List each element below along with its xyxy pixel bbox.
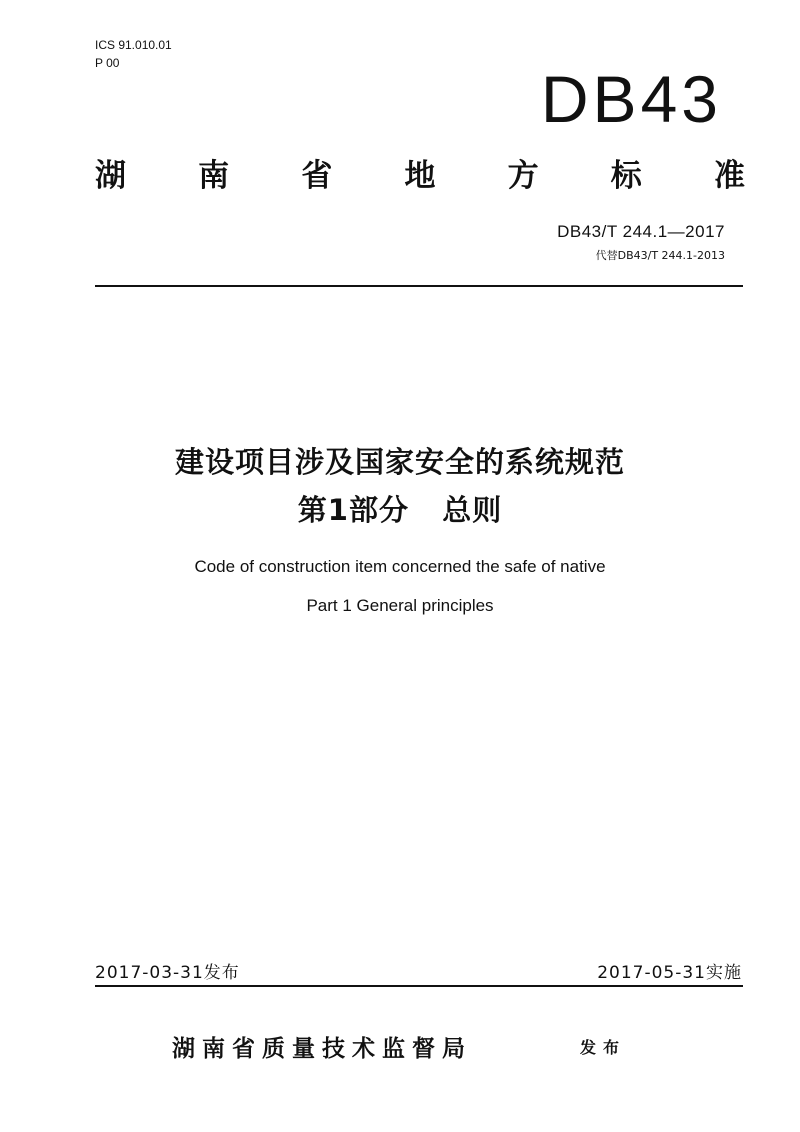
- standard-type-char: 南: [198, 158, 230, 194]
- replaces-note: 代替DB43/T 244.1-2013: [595, 249, 725, 262]
- title-en-line1: Code of construction item concerned the safe of native: [194, 557, 606, 576]
- standard-type-char: 准: [713, 158, 745, 194]
- standard-type-char: 地: [404, 158, 436, 194]
- standard-type-char: 标: [610, 158, 642, 194]
- standard-type-char: 方: [507, 158, 539, 194]
- classification-block: [95, 36, 172, 72]
- issue-label: 发布: [580, 1038, 627, 1057]
- standard-type-heading: [95, 150, 745, 195]
- standard-type-char: 湖: [95, 158, 126, 194]
- standard-type-char: 省: [301, 158, 333, 194]
- title-cn-line2: 第1部分 总则: [297, 493, 503, 527]
- bottom-divider: [95, 985, 743, 987]
- db-logo: DB43: [540, 62, 722, 136]
- title-en-line2: Part 1 General principles: [306, 596, 494, 615]
- standard-code: DB43/T 244.1—2017: [557, 222, 725, 241]
- ccs-code: P 00: [95, 56, 120, 70]
- top-divider: [95, 285, 743, 287]
- ics-code: ICS 91.010.01: [95, 38, 172, 52]
- issuing-authority: 湖南省质量技术监督局: [172, 1036, 472, 1062]
- title-cn-line1: 建设项目涉及国家安全的系统规范: [174, 445, 625, 479]
- publish-date: 2017-03-31发布: [95, 963, 240, 983]
- implement-date: 2017-05-31实施: [597, 963, 742, 983]
